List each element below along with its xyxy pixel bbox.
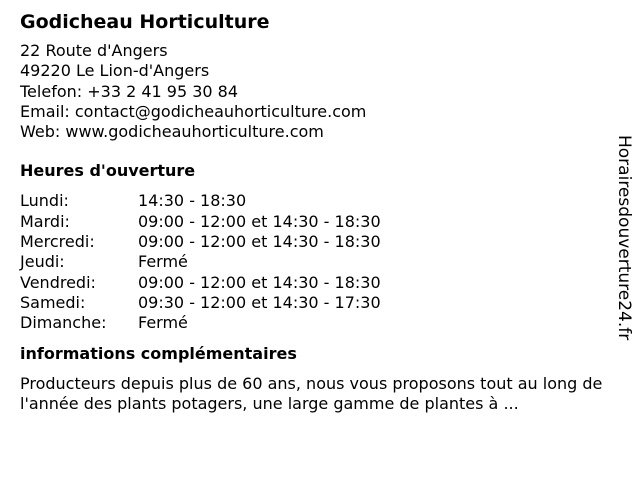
- day-label: Vendredi:: [20, 272, 96, 292]
- phone-line: Telefon: +33 2 41 95 30 84: [20, 81, 239, 101]
- hours-row-monday: [20, 191, 610, 211]
- time-value: 09:30 - 12:00 et 14:30 - 17:30: [138, 292, 381, 312]
- watermark-text: Horairesdouverture24.fr: [614, 135, 634, 341]
- time-value: Fermé: [138, 252, 188, 272]
- hours-row-friday: [20, 273, 610, 293]
- address-city: 49220 Le Lion-d'Angers: [20, 61, 210, 81]
- time-value: Fermé: [138, 313, 188, 333]
- day-label: Jeudi:: [20, 252, 65, 272]
- day-label: Mardi:: [20, 211, 70, 231]
- time-value: 14:30 - 18:30: [138, 191, 247, 211]
- hours-row-sunday: [20, 313, 610, 333]
- time-value: 09:00 - 12:00 et 14:30 - 18:30: [138, 272, 381, 292]
- hours-row-saturday: [20, 293, 610, 313]
- hours-row-wednesday: [20, 232, 610, 252]
- hours-row-tuesday: [20, 212, 610, 232]
- day-label: Lundi:: [20, 191, 69, 211]
- contact-block: [20, 41, 610, 142]
- day-label: Dimanche:: [20, 313, 107, 333]
- email-line: Email: contact@godicheauhorticulture.com: [20, 101, 367, 121]
- day-label: Samedi:: [20, 292, 86, 312]
- opening-hours-heading: Heures d'ouverture: [20, 161, 196, 181]
- hours-row-thursday: [20, 252, 610, 272]
- business-card: [20, 10, 610, 415]
- time-value: 09:00 - 12:00 et 14:30 - 18:30: [138, 211, 381, 231]
- day-label: Mercredi:: [20, 232, 95, 252]
- opening-hours-table: [20, 191, 610, 333]
- web-line: Web: www.godicheauhorticulture.com: [20, 122, 324, 142]
- address-street: 22 Route d'Angers: [20, 41, 168, 60]
- time-value: 09:00 - 12:00 et 14:30 - 18:30: [138, 232, 381, 252]
- additional-info-heading: informations complémentaires: [20, 343, 297, 363]
- business-name: Godicheau Horticulture: [20, 11, 270, 33]
- additional-info-text: Producteurs depuis plus de 60 ans, nous vous proposons tout au long de l'année des plants potagers, une large gamme de plantes à ...: [20, 373, 603, 414]
